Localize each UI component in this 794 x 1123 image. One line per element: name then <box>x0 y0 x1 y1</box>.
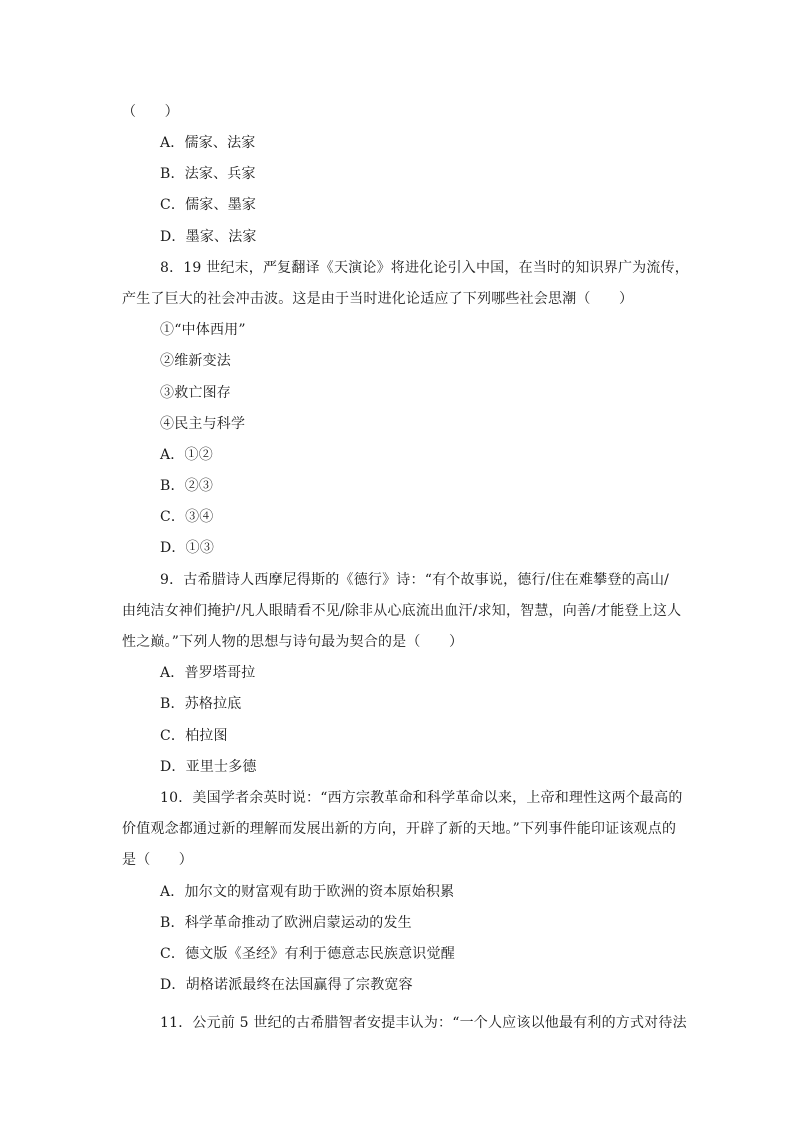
option-d: D．胡格诺派最终在法国赢得了宗教宽容 <box>160 977 413 993</box>
option-a: A．普罗塔哥拉 <box>160 665 256 681</box>
statement-2: ②维新变法 <box>160 353 231 369</box>
option-a: A．加尔文的财富观有助于欧洲的资本原始积累 <box>160 884 455 900</box>
option-d: D．墨家、法家 <box>160 229 257 245</box>
option-c: C．德文版《圣经》有利于德意志民族意识觉醒 <box>160 946 455 962</box>
question-9-line-1: 9．古希腊诗人西摩尼得斯的《德行》诗：“有个故事说，德行/住在难攀登的高山/ <box>160 572 670 588</box>
option-b: B．②③ <box>160 478 214 494</box>
question-10-line-3: 是（ ） <box>122 852 193 868</box>
option-c: C．柏拉图 <box>160 728 228 744</box>
option-a: A．儒家、法家 <box>160 135 256 151</box>
option-c: C．③④ <box>160 509 214 525</box>
question-10-line-1: 10．美国学者余英时说：“西方宗教革命和科学革命以来，上帝和理性这两个最高的 <box>160 790 683 806</box>
question-10-line-2: 价值观念都通过新的理解而发展出新的方向，开辟了新的天地。”下列事件能印证该观点的 <box>122 821 677 837</box>
option-d: D．①③ <box>160 540 215 556</box>
question-8-line-2: 产生了巨大的社会冲击波。这是由于当时进化论适应了下列哪些社会思潮（ ） <box>122 291 634 307</box>
question-8-line-1: 8．19 世纪末，严复翻译《天演论》将进化论引入中国，在当时的知识界广为流传， <box>160 260 689 276</box>
option-b: B．法家、兵家 <box>160 166 256 182</box>
statement-3: ③救亡图存 <box>160 385 231 401</box>
answer-bracket: （ ） <box>122 104 179 120</box>
statement-1: ①“中体西用” <box>160 322 246 338</box>
option-a: A．①② <box>160 447 213 463</box>
question-9-line-2: 由纯洁女神们掩护/凡人眼睛看不见/除非从心底流出血汗/求知，智慧，向善/才能登上这人 <box>122 603 682 619</box>
option-b: B．苏格拉底 <box>160 696 242 712</box>
option-b: B．科学革命推动了欧洲启蒙运动的发生 <box>160 915 412 931</box>
question-11-line-1: 11．公元前 5 世纪的古希腊智者安提丰认为：“一个人应该以他最有利的方式对待法 <box>160 1015 687 1031</box>
question-9-line-3: 性之巅。”下列人物的思想与诗句最为契合的是（ ） <box>122 634 464 650</box>
option-d: D．亚里士多德 <box>160 759 257 775</box>
statement-4: ④民主与科学 <box>160 416 246 432</box>
option-c: C．儒家、墨家 <box>160 197 257 213</box>
